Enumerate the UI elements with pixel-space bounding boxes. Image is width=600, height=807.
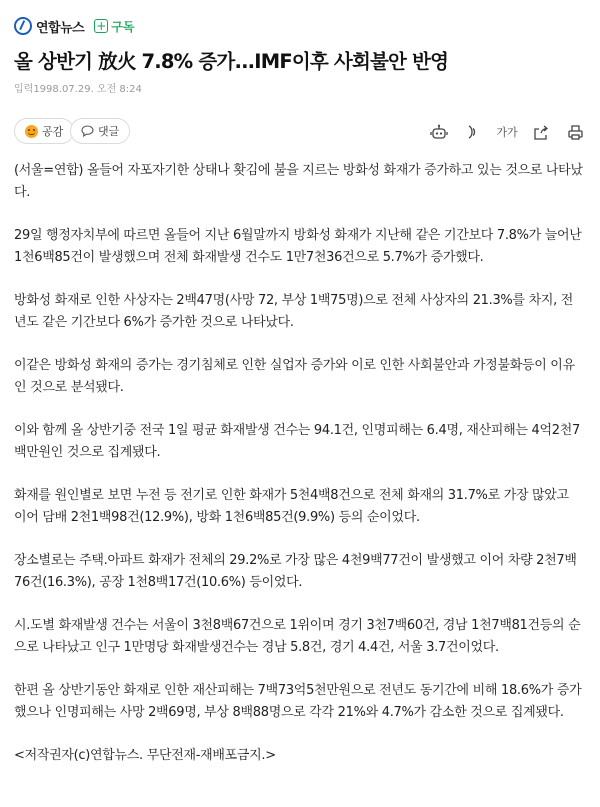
- copyright-notice: <저작권자(c)연합뉴스. 무단전재-재배포금지.>: [14, 748, 276, 763]
- comment-label: 댓글: [98, 125, 120, 138]
- subscribe-button[interactable]: [94, 18, 134, 35]
- like-label: 공감: [42, 125, 64, 138]
- article-paragraph: 29일 행정자치부에 따르면 올들어 지난 6월말까지 방화성 화재가 지난해 같은 기간보다 7.8%가 늘어난 1천6백85건이 발생했으며 전체 화재발생 건수도 1만7천36건으로 5.7%가 증가했다.: [14, 228, 582, 265]
- article-title: 올 상반기 放火 7.8% 증가...IMF이후 사회불안 반영: [14, 50, 449, 73]
- yonhap-logo-icon[interactable]: [14, 17, 32, 35]
- comment-button[interactable]: [70, 118, 130, 144]
- press-name[interactable]: 연합뉴스: [36, 20, 85, 36]
- share-icon[interactable]: [530, 122, 552, 142]
- article-body: [14, 160, 584, 788]
- smiley-icon: [25, 125, 38, 138]
- article-toolbar: [416, 122, 586, 142]
- font-size-icon[interactable]: 가가: [496, 126, 518, 139]
- article-paragraph: 장소별로는 주택.아파트 화재가 전체의 29.2%로 가장 많은 4천9백77건이 발생했고 이어 차량 2천7백76건(16.3%), 공장 1천8백17건(10.6%) 등이었다.: [14, 553, 577, 590]
- article-dateline: 입력1998.07.29. 오전 8:24: [14, 84, 142, 95]
- subscribe-label: 구독: [111, 19, 135, 34]
- article-paragraph: 이와 함께 올 상반기중 전국 1일 평균 화재발생 건수는 94.1건, 인명피해는 6.4명, 재산피해는 4억2천7백만원인 것으로 집계됐다.: [14, 423, 580, 460]
- print-icon[interactable]: [564, 122, 586, 142]
- press-header: [14, 14, 134, 38]
- article-paragraph: 화재를 원인별로 보면 누전 등 전기로 인한 화재가 5천4백8건으로 전체 화재의 31.7%로 가장 많았고 이어 담배 2천1백98건(12.9%), 방화 1천6백85건(9.9%) 등의 순이었다.: [14, 488, 569, 525]
- article-paragraph: 한편 올 상반기동안 화재로 인한 재산피해는 7백73억5천만원으로 전년도 동기간에 비해 18.6%가 증가했으나 인명피해는 사망 2백69명, 부상 8백88명으로 각각 21%와 4.7%가 감소한 것으로 집계됐다.: [14, 683, 582, 720]
- article-paragraph: 방화성 화재로 인한 사상자는 2백47명(사망 72, 부상 1백75명)으로 전체 사상자의 21.3%를 차지, 전년도 같은 기간보다 6%가 증가한 것으로 나타났다.: [14, 293, 574, 330]
- plus-icon: +: [96, 19, 107, 33]
- article-paragraph: (서울=연합) 올들어 자포자기한 상태나 홧김에 불을 지르는 방화성 화재가 증가하고 있는 것으로 나타났다.: [14, 163, 583, 200]
- article-paragraph: 이같은 방화성 화재의 증가는 경기침체로 인한 실업자 증가와 이로 인한 사회불안과 가정불화등이 이유인 것으로 분석됐다.: [14, 358, 575, 395]
- audio-icon[interactable]: [462, 122, 484, 142]
- article-paragraph: 시.도별 화재발생 건수는 서울이 3천8백67건으로 1위이며 경기 3천7백60건, 경남 1천7백81건등의 순으로 나타났고 인구 1만명당 화재발생건수는 경남 5.8건, 경기 4.4건, 서울 3.7건이었다.: [14, 618, 581, 655]
- speech-bubble-icon: [81, 125, 94, 137]
- like-button[interactable]: [14, 118, 74, 144]
- robot-summary-icon[interactable]: [428, 122, 450, 142]
